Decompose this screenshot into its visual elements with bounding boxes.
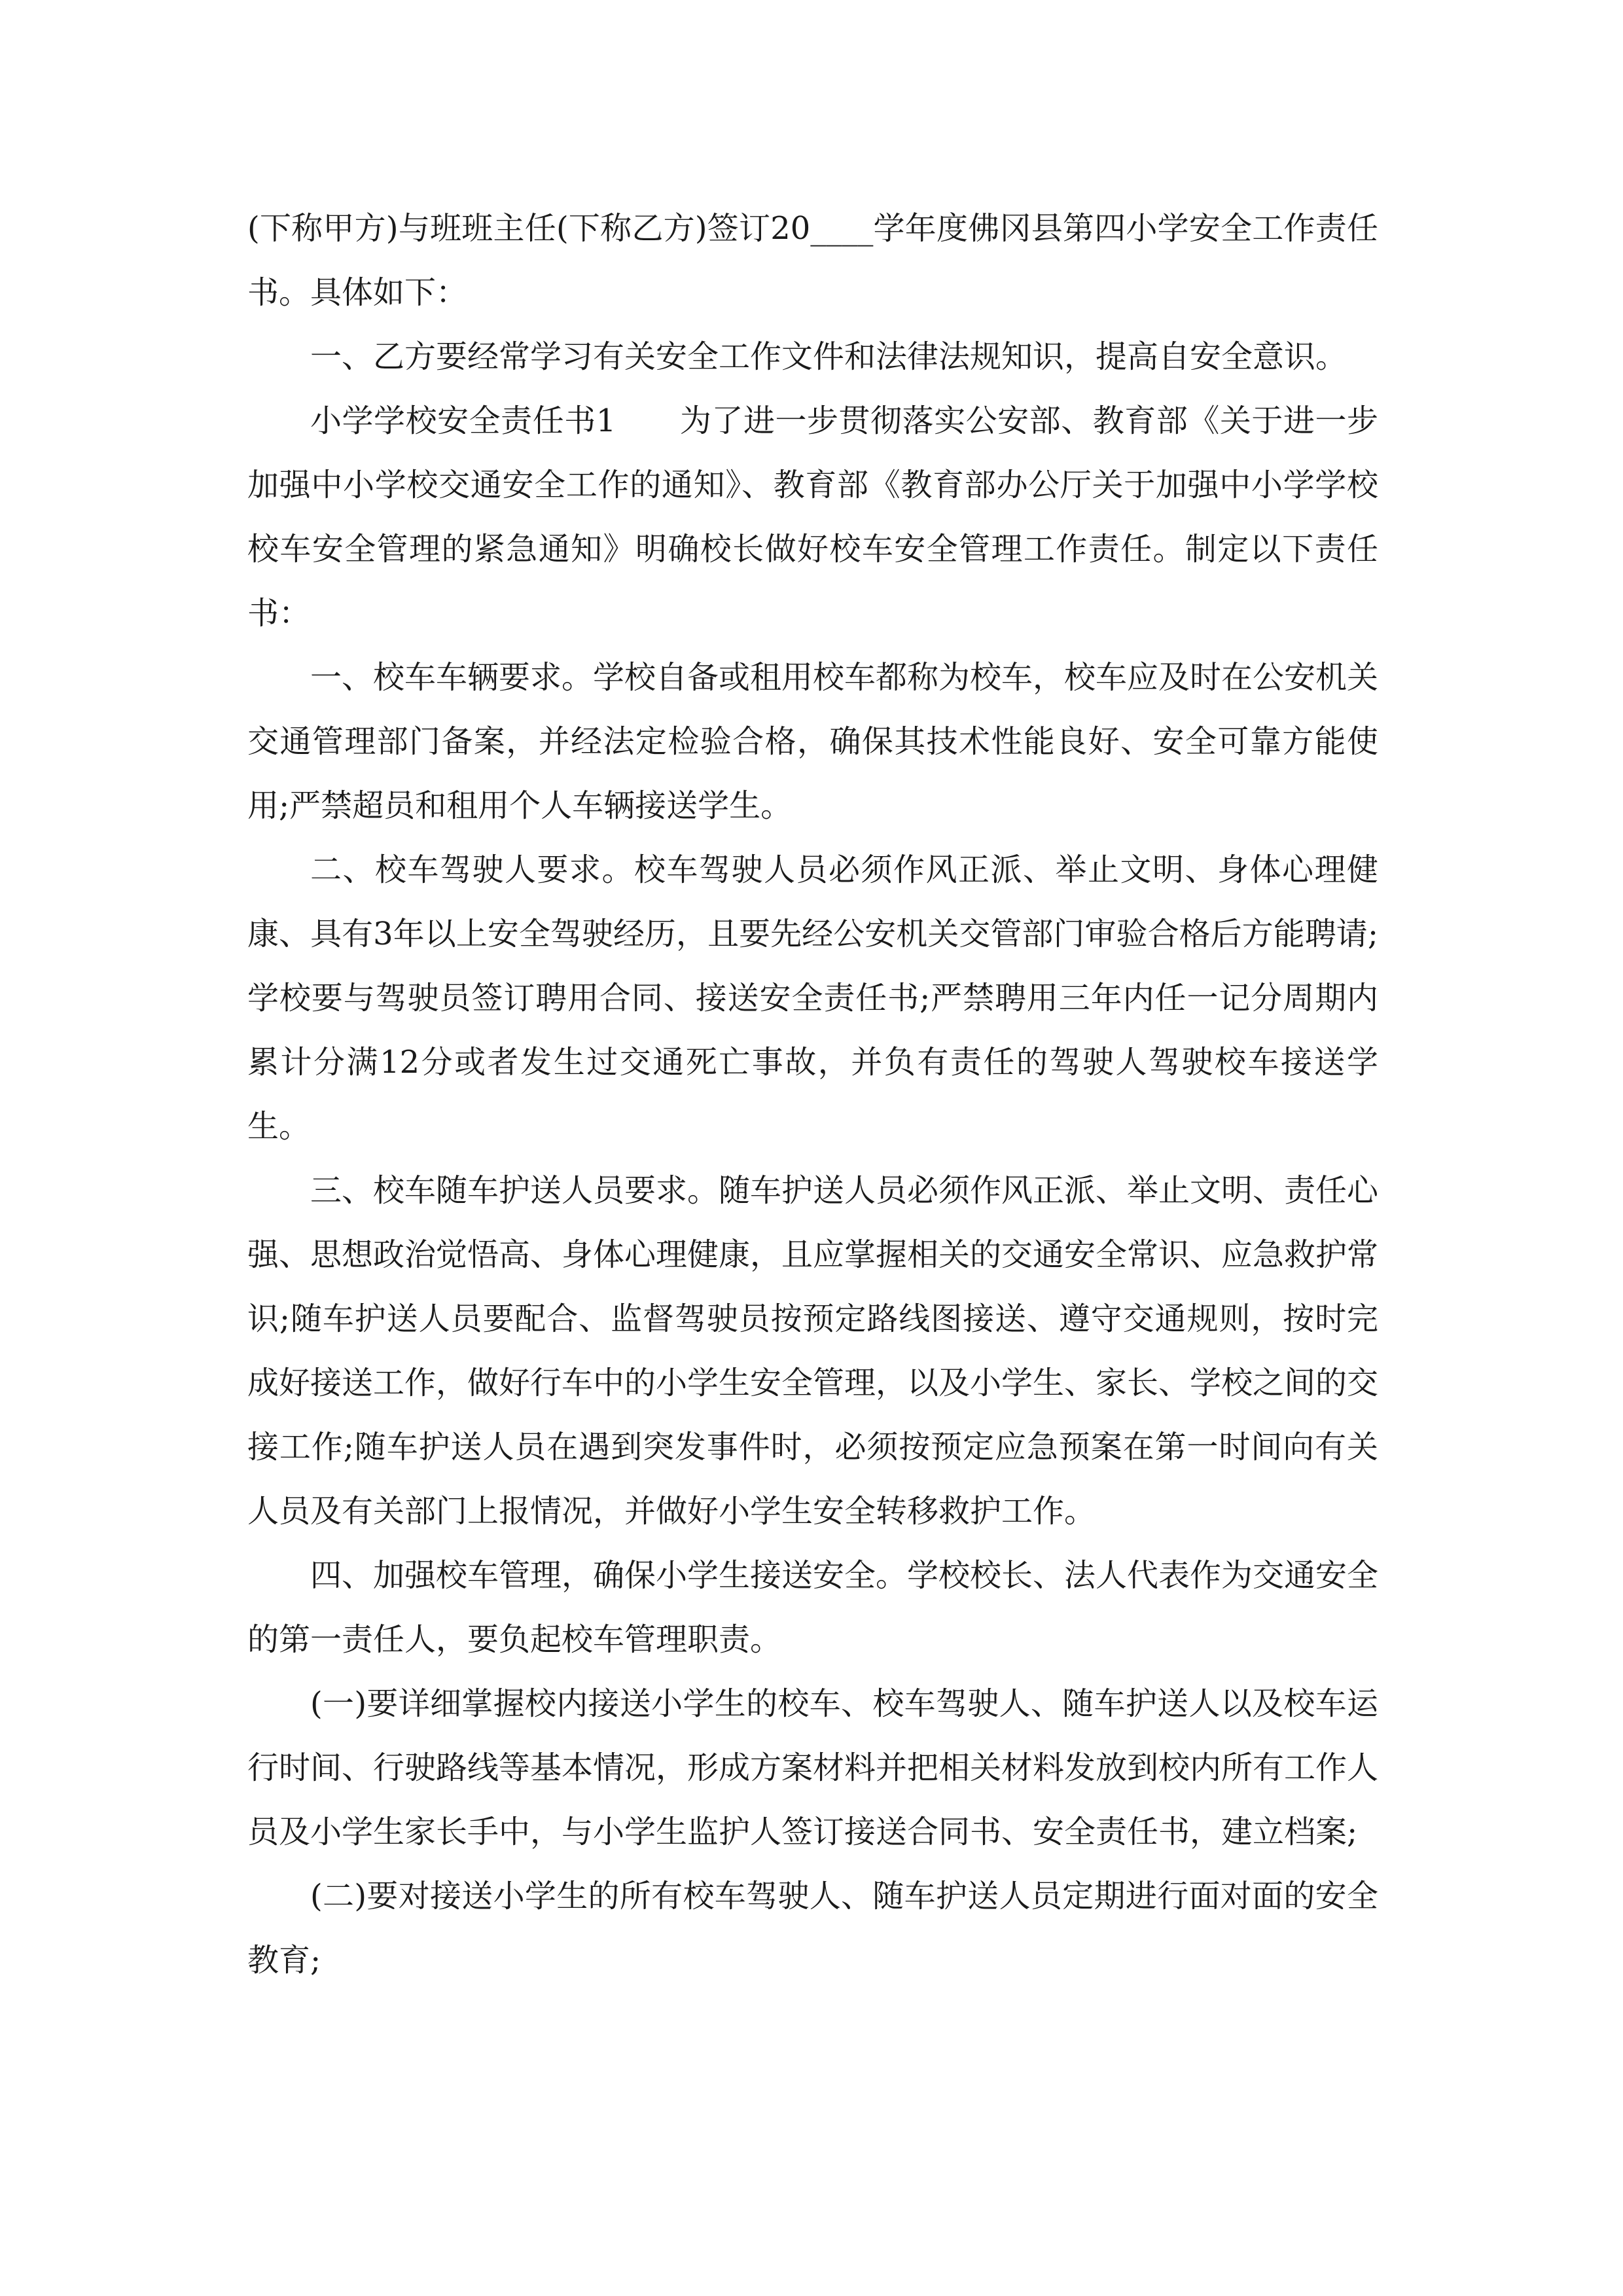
paragraph-escort-requirements: 三、校车随车护送人员要求。随车护送人员必须作风正派、举止文明、责任心强、思想政治觉悟高、身体心理健康，且应掌握相关的交通安全常识、应急救护常识;随车护送人员要配合、监督驾驶员按预定路线图接送、遵守交通规则，按时完成好接送工作，做好行车中的小学生安全管理，以及小学生、家长、学校之间的交接工作;随车护送人员在遇到突发事件时，必须按预定应急预案在第一时间向有关人员及有关部门上报情况，并做好小学生安全转移救护工作。 (247, 1172, 1379, 1530)
paragraph-item-1: (一)要详细掌握校内接送小学生的校车、校车驾驶人、随车护送人以及校车运行时间、行驶路线等基本情况，形成方案材料并把相关材料发放到校内所有工作人员及小学生家长手中，与小学生监护人签订接送合同书、安全责任书，建立档案; (247, 1685, 1379, 1850)
paragraph-intro: (下称甲方)与班班主任(下称乙方)签订20____学年度佛冈县第四小学安全工作责任书。具体如下： (247, 210, 1378, 311)
paragraph-clause-study: 一、乙方要经常学习有关安全工作文件和法律法规知识，提高自安全意识。 (310, 338, 1347, 375)
paragraph-responsibility-book-1: 小学学校安全责任书1 为了进一步贯彻落实公安部、教育部《关于进一步加强中小学校交通安全工作的通知》、教育部《教育部办公厅关于加强中小学学校校车安全管理的紧急通知》明确校长做好校车安全管理工作责任。制定以下责任书： (247, 403, 1378, 632)
paragraph-item-2: (二)要对接送小学生的所有校车驾驶人、随车护送人员定期进行面对面的安全教育; (247, 1878, 1378, 1979)
document-body (247, 196, 1378, 1992)
paragraph-driver-requirements: 二、校车驾驶人要求。校车驾驶人员必须作风正派、举止文明、身体心理健康、具有3年以上安全驾驶经历，且要先经公安机关交管部门审验合格后方能聘请;学校要与驾驶员签订聘用合同、接送安全责任书;严禁聘用三年内任一记分周期内累计分满12分或者发生过交通死亡事故，并负有责任的驾驶人驾驶校车接送学生。 (247, 852, 1378, 1145)
paragraph-management: 四、加强校车管理，确保小学生接送安全。学校校长、法人代表作为交通安全的第一责任人，要负起校车管理职责。 (247, 1557, 1379, 1658)
paragraph-vehicle-requirements: 一、校车车辆要求。学校自备或租用校车都称为校车，校车应及时在公安机关交通管理部门备案，并经法定检验合格，确保其技术性能良好、安全可靠方能使用;严禁超员和租用个人车辆接送学生。 (247, 659, 1379, 824)
